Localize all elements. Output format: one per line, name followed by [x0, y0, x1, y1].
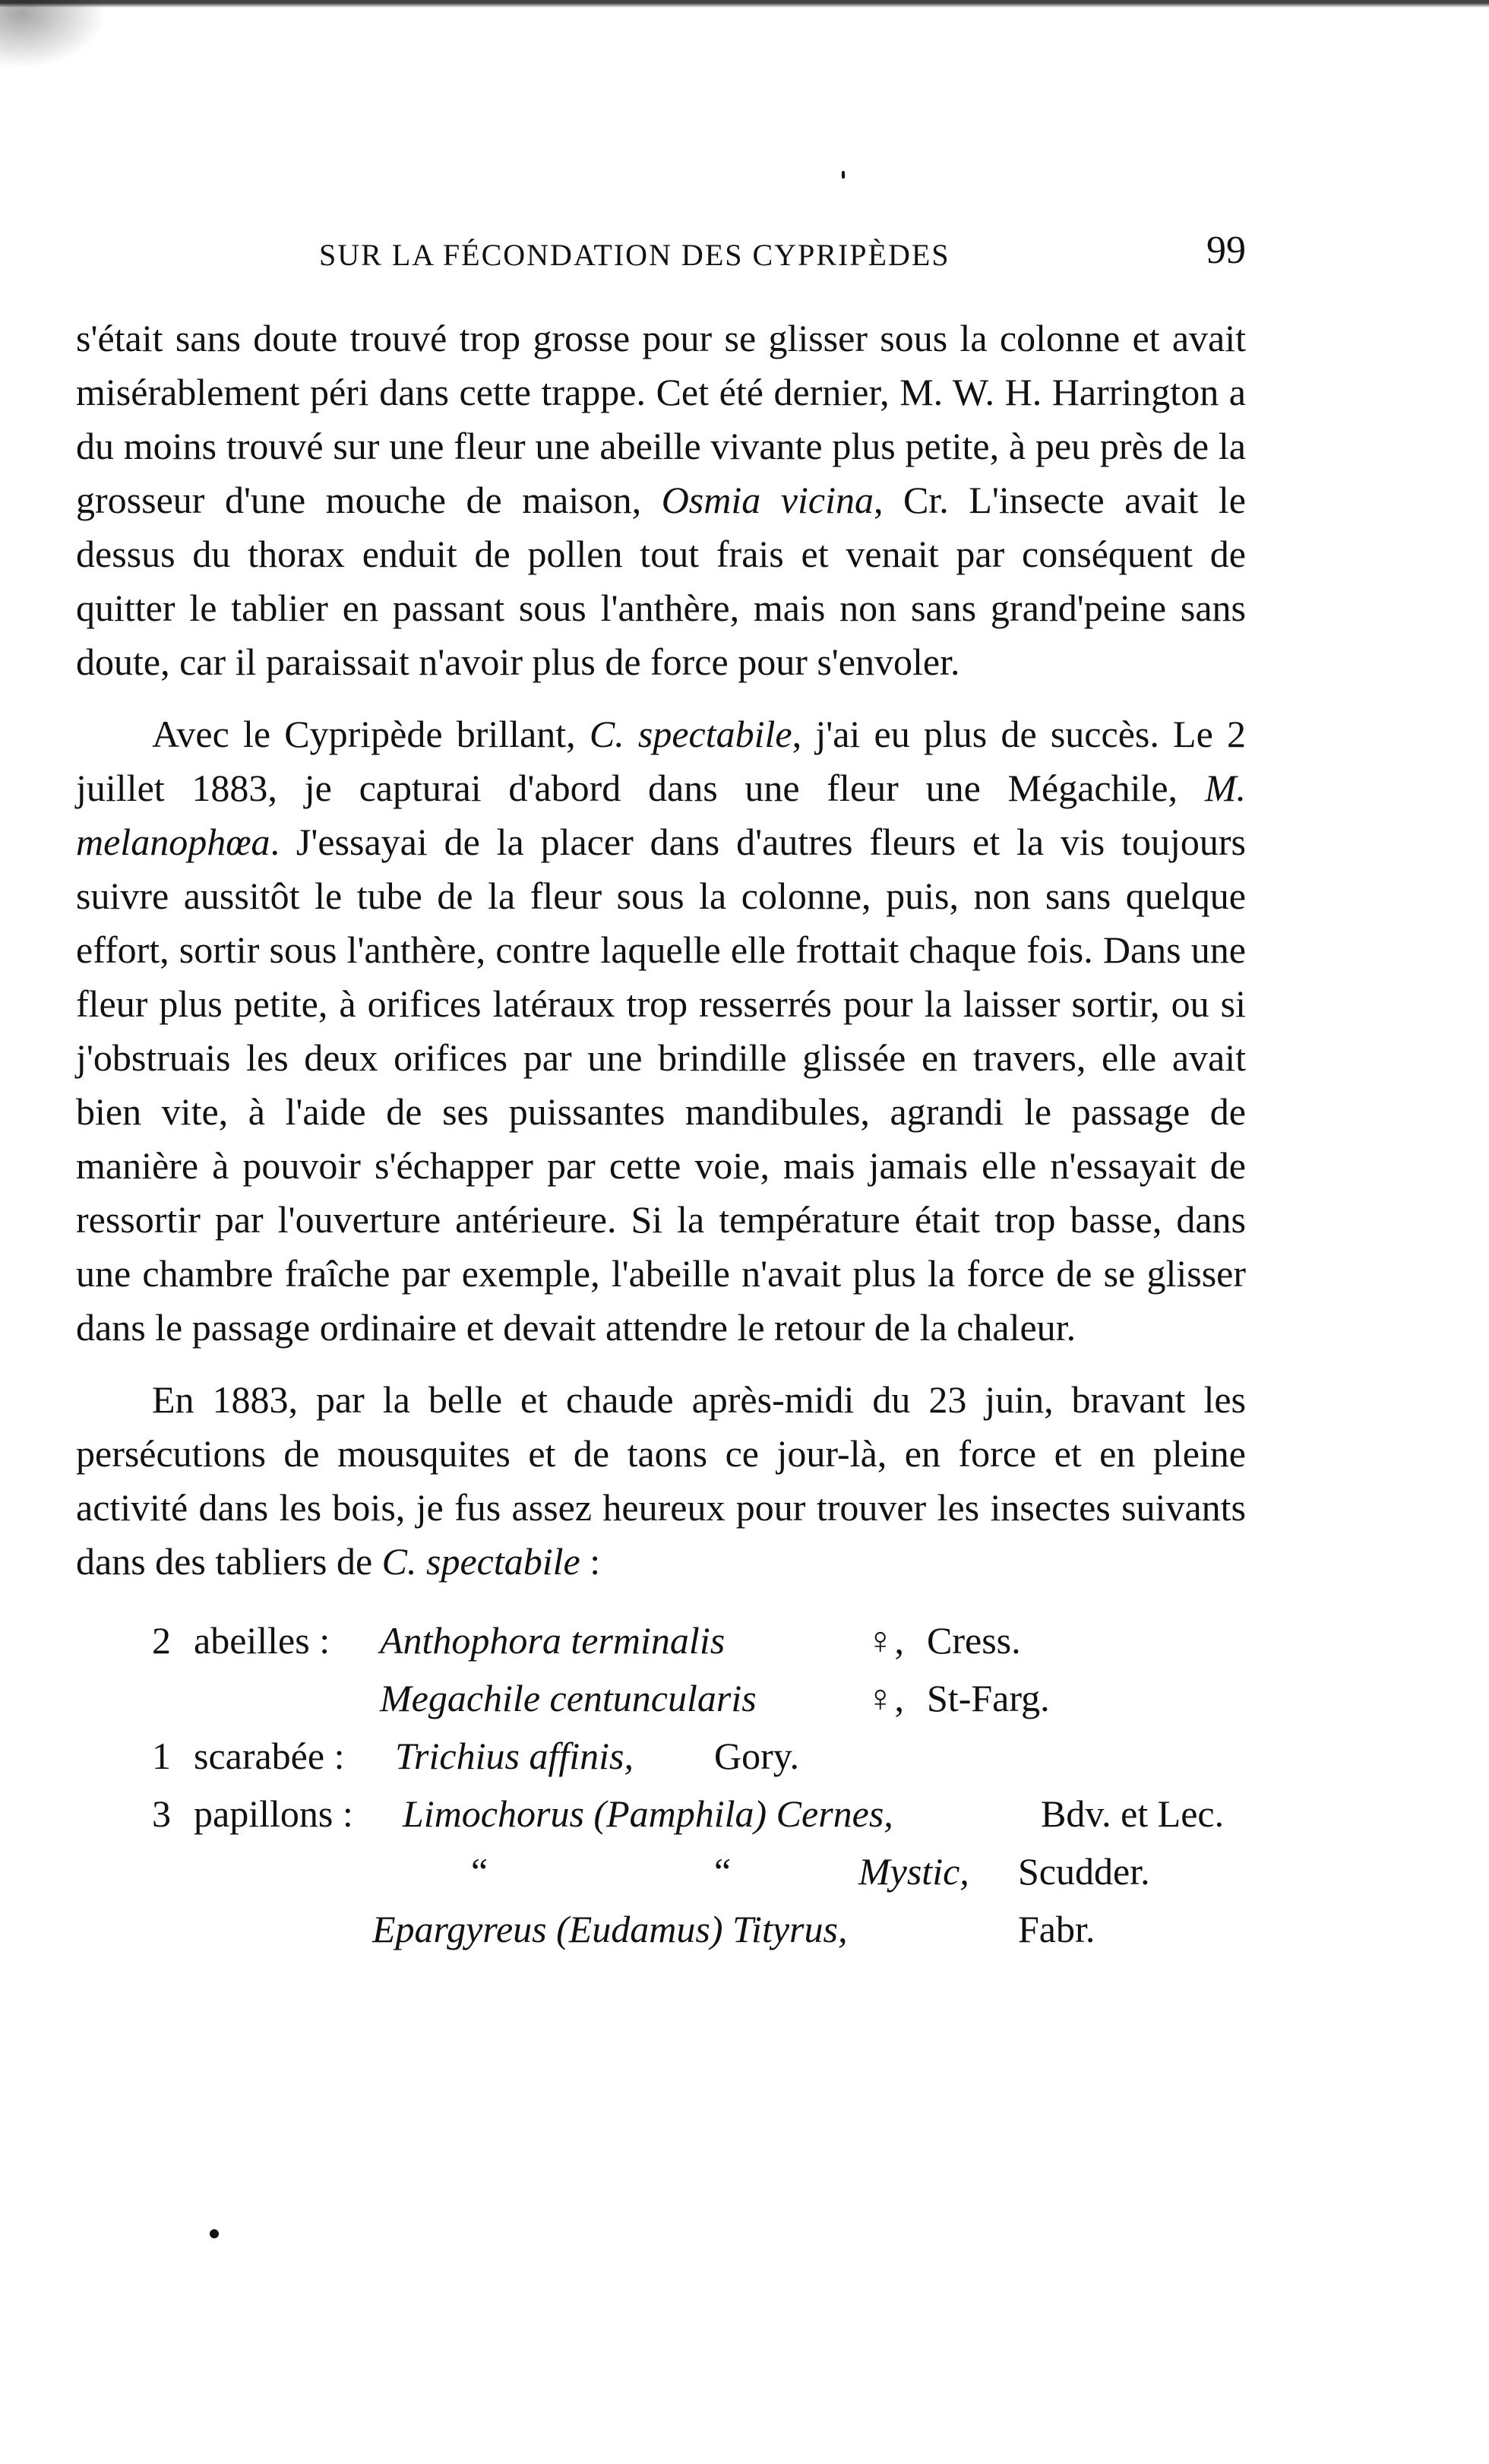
ink-dot: [842, 171, 845, 179]
list-author: Fabr.: [1018, 1908, 1095, 1950]
top-edge-rule: [0, 0, 1489, 8]
p3-text-a: En 1883, par la belle et chaude après-midi du 23 juin, bravant les persécutions de mousquites et de taons ce jour-là, en force et en pleine activité dans les bois, je fus assez heureux pour trouver les insectes suivants dans des tabliers de: [76, 1378, 1246, 1583]
list-group: abeilles :: [194, 1619, 330, 1662]
list-author-name: Scudder.: [1018, 1850, 1150, 1893]
list-count: 3: [152, 1792, 171, 1835]
list-item: [76, 1842, 1246, 1900]
paragraph-1: [76, 312, 1246, 689]
page-number: 99: [1206, 229, 1246, 272]
ink-dot: [210, 2229, 219, 2238]
list-author: St-Farg.: [927, 1677, 1050, 1719]
insect-list: [76, 1612, 1246, 1958]
list-group: scarabée :: [194, 1735, 345, 1777]
p3-text-c: :: [580, 1540, 601, 1583]
paragraph-2: [76, 707, 1246, 1355]
ditto-mark: “: [714, 1850, 732, 1893]
list-species: Epargyreus (Eudamus) Tityrus,: [372, 1908, 848, 1950]
list-count: 1: [152, 1735, 171, 1777]
list-item: [76, 1612, 1246, 1669]
body-text: [76, 312, 1246, 1958]
p2-text-e: . J'essayai de la placer dans d'autres fleurs et la vis toujours suivre aussitôt le tube de la fleur sous la colonne, puis, non sans quelque effort, sortir sous l'anthère, contre laquelle elle frottait chaque fois. Dans une fleur plus petite, à orifices latéraux trop resserrés pour la laisser sortir, ou si j'obstruais les deux orifices par une brindille glissée en travers, elle avait bien vite, à l'aide de ses puissantes mandibules, agrandi le passage de manière à pouvoir s'échapper par cette voie, mais jamais elle n'essayait de ressortir par l'ouverture antérieure. Si la température était trop basse, dans une chambre fraîche par exemple, l'abeille n'avait plus la force de se glisser dans le passage ordinaire et devait attendre le retour de la chaleur.: [76, 821, 1246, 1349]
list-species: Megachile centuncularis: [380, 1677, 757, 1719]
scan-smudge: [0, 0, 106, 68]
p2-text-a: Avec le Cypripède brillant,: [152, 713, 590, 755]
paragraph-3: [76, 1373, 1246, 1589]
p2-species-1: C. spectabile: [589, 713, 792, 755]
p1-species: Osmia vicina: [661, 479, 874, 521]
list-author: Gory.: [714, 1735, 800, 1777]
list-group: papillons :: [194, 1792, 353, 1835]
list-species: Trichius affinis,: [395, 1735, 634, 1777]
list-item: [76, 1669, 1246, 1727]
list-sex: ♀,: [866, 1619, 904, 1662]
p1-text-c: , Cr. L'insecte avait le dessus du thorax enduit de pollen tout frais et venait par conséquent de quitter le tablier en passant sous l'anthère, mais non sans grand'peine sans doute, car il paraissait n'avoir plus de force pour s'envoler.: [76, 479, 1246, 683]
p2-text-c: , j'ai eu plus de succès. Le 2 juillet 1883, je capturai d'abord dans une fleur une Mégachile,: [76, 713, 1246, 809]
list-species: Anthophora terminalis: [380, 1619, 726, 1662]
list-count: 2: [152, 1619, 171, 1662]
ditto-mark: “: [471, 1850, 488, 1893]
list-item: [76, 1900, 1246, 1958]
list-author: Cress.: [927, 1619, 1021, 1662]
list-sex: ♀,: [866, 1677, 904, 1719]
list-item: [76, 1785, 1246, 1842]
p1-text-a: s'était sans doute trouvé trop grosse pour se glisser sous la colonne et avait misérablement péri dans cette trappe. Cet été dernier, M. W. H. Harrington a du moins trouvé sur une fleur une abeille vivante plus petite, à peu près de la grosseur d'une mouche de maison,: [76, 317, 1246, 521]
p2-species-2: M. melanophœa: [76, 767, 1246, 863]
list-item: [76, 1727, 1246, 1785]
list-author: Bdv. et Lec.: [1041, 1792, 1225, 1835]
running-head: SUR LA FÉCONDATION DES CYPRIPÈDES: [319, 238, 950, 272]
list-species: Limochorus (Pamphila) Cernes,: [403, 1792, 893, 1835]
p3-species: C. spectabile: [381, 1540, 580, 1583]
list-author: Mystic,: [858, 1850, 969, 1893]
page-header: [76, 228, 1246, 289]
